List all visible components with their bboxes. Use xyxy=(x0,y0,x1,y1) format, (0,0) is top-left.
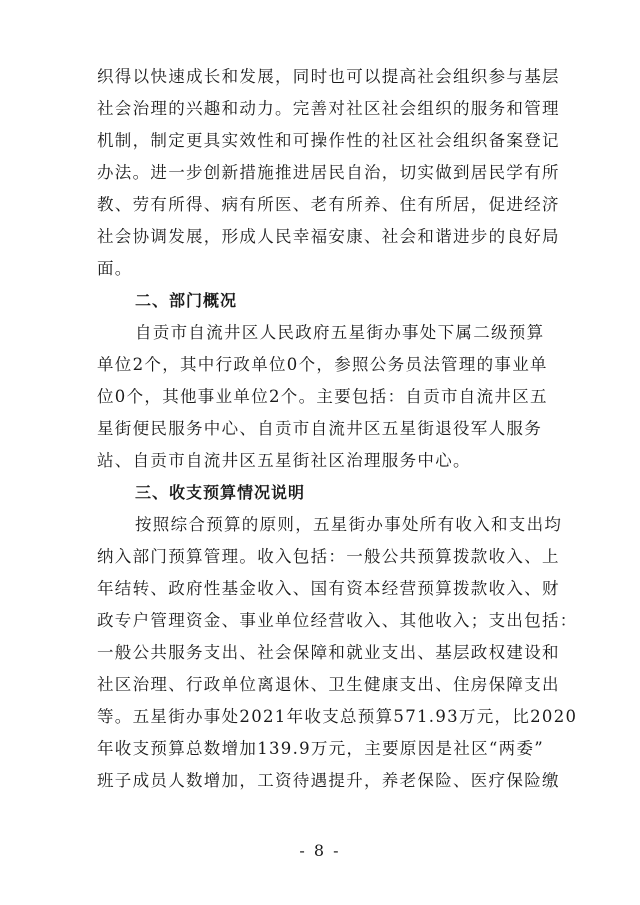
text-line: 纳入部门预算管理。收入包括：一般公共预算拨款收入、上 xyxy=(97,547,560,566)
text-line: 站、自贡市自流井区五星街社区治理服务中心。 xyxy=(97,451,471,470)
paragraph-budget-explanation xyxy=(97,509,578,797)
paragraph-department-overview xyxy=(97,317,547,477)
text-line: 年收支预算总数增加139.9万元，主要原因是社区“两委” xyxy=(97,739,545,758)
text-line: 社会协调发展，形成人民幸福安康、社会和谐进步的良好局 xyxy=(97,227,560,246)
page-number: - 8 - xyxy=(299,841,341,860)
text-line: 一般公共服务支出、社会保障和就业支出、基层政权建设和 xyxy=(97,643,560,662)
text-line: 等。五星街办事处2021年收支总预算571.93万元，比2020 xyxy=(97,707,578,726)
text-line: 按照综合预算的原则，五星街办事处所有收入和支出均 xyxy=(135,515,563,534)
section-heading-budget-explanation: 三、收支预算情况说明 xyxy=(135,483,306,502)
text-line: 星街便民服务中心、自贡市自流井区五星街退役军人服务 xyxy=(97,419,542,438)
paragraph-community-governance xyxy=(97,61,560,285)
text-line: 织得以快速成长和发展，同时也可以提高社会组织参与基层 xyxy=(97,67,560,86)
text-line: 自贡市自流井区人民政府五星街办事处下属二级预算 xyxy=(135,323,545,342)
text-line: 年结转、政府性基金收入、国有资本经营预算拨款收入、财 xyxy=(97,579,560,598)
text-line: 机制，制定更具实效性和可操作性的社区社会组织备案登记 xyxy=(97,131,560,150)
body-text xyxy=(97,61,578,797)
text-line: 教、劳有所得、病有所医、老有所养、住有所居，促进经济 xyxy=(97,195,560,214)
text-line: 办法。进一步创新措施推进居民自治，切实做到居民学有所 xyxy=(97,163,560,182)
text-line: 社会治理的兴趣和动力。完善对社区社会组织的服务和管理 xyxy=(97,99,560,118)
text-line: 单位2个，其中行政单位0个，参照公务员法管理的事业单 xyxy=(97,355,548,374)
text-line: 班子成员人数增加，工资待遇提升，养老保险、医疗保险缴 xyxy=(97,771,560,790)
text-line: 位0个，其他事业单位2个。主要包括：自贡市自流井区五 xyxy=(97,387,548,406)
text-line: 面。 xyxy=(97,259,133,278)
text-line: 政专户管理资金、事业单位经营收入、其他收入；支出包括： xyxy=(97,611,578,630)
section-heading-department-overview: 二、部门概况 xyxy=(135,291,238,310)
text-line: 社区治理、行政单位离退休、卫生健康支出、住房保障支出 xyxy=(97,675,560,694)
